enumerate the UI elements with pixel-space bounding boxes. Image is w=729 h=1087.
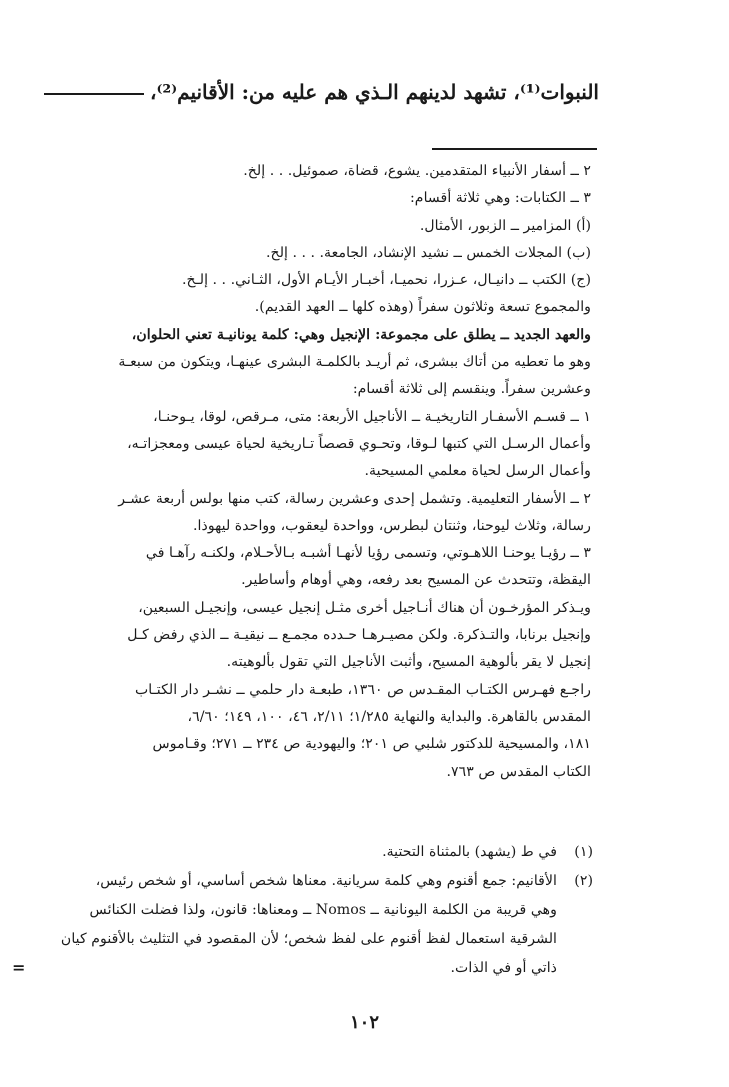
footnote-number: (٢) xyxy=(574,873,593,889)
note-line: والمجموع تسعة وثلاثون سفراً (وهذه كلها ــ العهد القديم). xyxy=(254,299,591,316)
footnote-line: ذاتي أو في الذات. xyxy=(450,960,557,976)
note-line: وأعمال الرسل لحياة معلمي المسيحية. xyxy=(364,463,591,480)
footnote-1 xyxy=(18,838,593,867)
running-text-heading xyxy=(20,80,599,104)
note-line: ٣ ــ الكتابات: وهي ثلاثة أقسام: xyxy=(410,190,591,207)
note-line: ويـذكر المؤرخـون أن هناك أنـاجيل أخرى مثـل إنجيل عيسى، وإنجيـل السبعين، xyxy=(138,599,591,616)
note-line: وهو ما تعطيه من أتاك ببشرى، ثم أريـد بالكلمـة البشرى عينهـا، ويتكون من سبعـة xyxy=(118,354,591,371)
note-line: (ب) المجلات الخمس ــ نشيد الإنشاد، الجامعة. . . . إلخ. xyxy=(266,244,591,261)
note-line: ١ ــ قسـم الأسفـار التاريخيـة ــ الأناجيل الأربعة: متى، مـرقص، لوقا، يـوحنـا، xyxy=(153,408,591,425)
note-line: ١٨١، والمسيحية للدكتور شلبي ص ٢٠١؛ واليهودية ص ٢٣٤ ــ ٢٧١؛ وقـاموس xyxy=(152,736,591,753)
page-number: ١٠٢ xyxy=(349,1012,379,1033)
footnote-line: وهي قريبة من الكلمة اليونانية ــ Nomos ــ ومعناها: قانون، ولذا فضلت الكنائس xyxy=(89,902,557,918)
footnote-text xyxy=(18,838,557,867)
footnote-line: في ط (يشهد) بالمثناة التحتية. xyxy=(382,844,557,860)
footnote-line: الشرقية استعمال لفظ أقنوم على لفظ شخص؛ لأن المقصود في التثليث بالأقنوم كيان xyxy=(60,931,557,947)
margin-continuation-mark: = xyxy=(12,958,26,977)
note-line: ٣ ــ رؤيـا يوحنـا اللاهـوتي، وتسمى رؤيا لأنهـا أشبـه بـالأحـلام، ولكنـه رآهـا في xyxy=(145,545,591,562)
note-line: ٢ ــ الأسفار التعليمية. وتشمل إحدى وعشرين رسالة، كتب منها بولس أربعة عشـر xyxy=(118,490,591,507)
note-line: الكتاب المقدس ص ٧٦٣. xyxy=(446,763,591,780)
note-line: رسالة، وثلاث ليوحنا، وثنتان لبطرس، وواحدة ليعقوب، وواحدة ليهوذا. xyxy=(193,517,591,534)
footnote-number: (١) xyxy=(574,844,593,860)
footnotes-block xyxy=(18,838,593,983)
note-line: وإنجيل برنابا، والتـذكرة. ولكن مصيـرهـا حـدده مجمـع ــ نيقيـة ــ الذي رفض كـل xyxy=(127,627,591,644)
note-line: إنجيل لا يقر بألوهية المسيح، وأثبت الأناجيل التي تقول بألوهيته. xyxy=(226,654,591,671)
note-line: المقدس بالقاهرة. والبداية والنهاية ١/٢٨٥؛ ٢/١١، ٤٦، ١٠٠، ١٤٩؛ ٦/٦٠، xyxy=(187,708,591,725)
note-line: (ج) الكتب ــ دانيـال، عـزرا، نحميـا، أخبـار الأيـام الأول، الثـاني. . . إلـخ. xyxy=(181,272,591,289)
notes-block xyxy=(18,158,591,786)
footnote-separator xyxy=(432,148,597,150)
note-line: ٢ ــ أسفار الأنبياء المتقدمين. يشوع، قضاة، صموئيل. . . إلخ. xyxy=(243,163,591,179)
note-line: (أ) المزامير ــ الزبور، الأمثال. xyxy=(419,217,591,234)
note-line: وأعمال الرسـل التي كتبها لـوقا، وتحـوي قصصاً تـاريخية لحياة عيسى ومعجزاتـه، xyxy=(127,435,591,452)
note-line: راجـع فهـرس الكتـاب المقـدس ص ١٣٦٠، طبعـة دار حلمي ــ نشـر دار الكتـاب xyxy=(134,681,591,698)
note-line: والعهد الجديد ــ يطلق على مجموعة: الإنجيل وهي: كلمة يونانيـة تعني الحلوان، xyxy=(131,326,591,343)
note-line: اليقظة، وتتحدث عن المسيح بعد رفعه، وهي أوهام وأساطير. xyxy=(241,572,591,589)
note-line: وعشرين سفراً. وينقسم إلى ثلاثة أقسام: xyxy=(352,381,591,398)
heading-text: النبوات⁽¹⁾، تشهد لدينهم الـذي هم عليه من: الأقانيم⁽²⁾، xyxy=(150,80,599,104)
footnote-line: الأقانيم: جمع أقنوم وهي كلمة سريانية. معناها شخص أساسي، أو شخص رئيس، xyxy=(95,873,557,889)
footnote-text xyxy=(18,867,557,983)
footnote-2 xyxy=(18,867,593,983)
heading-dash-line xyxy=(44,93,144,95)
